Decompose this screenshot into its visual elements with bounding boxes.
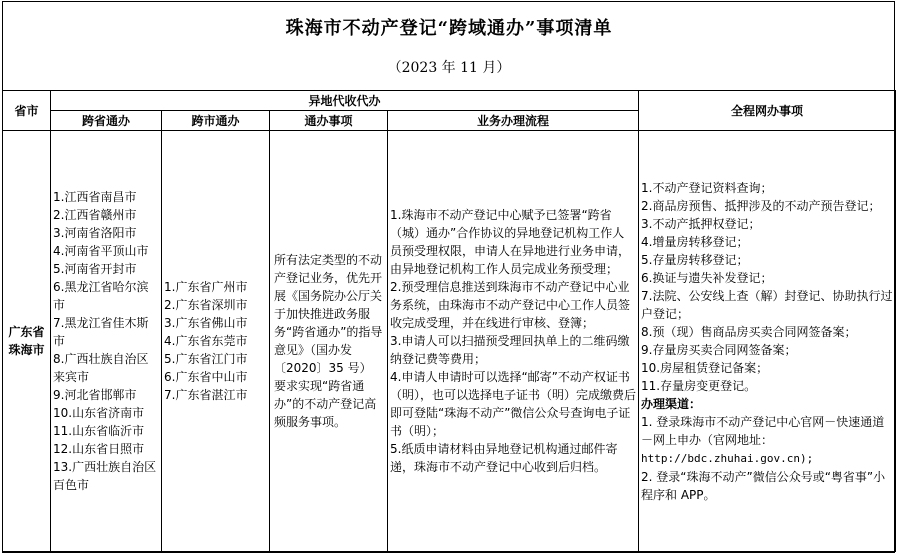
cross-province-list [53,188,159,494]
list-item: 1.不动产登记资料查询； [641,180,773,195]
header-cross-province: 跨省通办 [51,111,162,131]
list-item: 2.商品房预售、抵押涉及的不动产预告登记； [641,198,881,213]
workflow-step: 1.珠海市不动产登记中心赋予已签署“跨省（城）通办”合作协议的异地登记机构工作人员预受理权限，申请人在异地进行业务申请，由异地登记机构工作人员完成业务预受理； [390,208,631,276]
province-cell: 广东省珠海市 [3,131,51,552]
list-item: 6.广东省中山市 [164,370,248,384]
list-item: 4.增量房转移登记； [641,234,749,249]
list-item: 4.广东省东莞市 [164,334,248,348]
list-item: 7.法院、公安线上查（解）封登记、协助执行过户登记； [641,288,893,321]
channel-item: 2. 登录“珠海不动产”微信公众号或“粤省事”小程序和 APP。 [641,469,886,502]
list-item: 7.黑龙江省佳木斯市 [53,316,149,348]
workflow-cell [388,131,639,552]
header-remote-service: 异地代收代办 [51,91,639,111]
list-item: 6.黑龙江省哈尔滨市 [53,280,149,312]
workflow-step: 2.预受理信息推送到珠海市不动产登记中心业务系统，由珠海市不动产登记中心工作人员签收完成受理，并在线进行审核、登簿； [390,280,631,330]
matters-table [2,90,896,552]
matters-cell [270,131,388,552]
workflow-step: 5.纸质申请材料由异地登记机构通过邮件寄递，珠海市不动产登记中心收到后归档。 [390,442,618,474]
channel-item [641,413,893,468]
list-item: 11.山东省临沂市 [53,424,145,438]
list-item: 9.存量房买卖合同网签备案； [641,342,797,357]
list-item: 3.广东省佛山市 [164,316,248,330]
list-item: 10.山东省济南市 [53,406,145,420]
list-item: 10.房屋租赁登记备案； [641,360,769,375]
channel-text: 1. 登录珠海市不动产登记中心官网－快速通道－网上申办（官网地址： [641,414,885,447]
list-item: 12.山东省日照市 [53,442,145,456]
workflow-step: 3.申请人可以扫描预受理回执单上的二维码缴纳登记费等费用； [390,334,630,366]
list-item: 5.河南省开封市 [53,262,137,276]
header-online: 全程网办事项 [639,91,896,131]
list-item: 1.江西省南昌市 [53,190,137,204]
list-item: 13.广西壮族自治区百色市 [53,460,157,492]
page-date: （2023 年 11 月） [387,60,511,76]
cross-city-list [164,278,267,404]
list-item: 8.预（现）售商品房买卖合同网签备案； [641,324,857,339]
online-list [641,179,893,395]
list-item: 6.换证与遗失补发登记； [641,270,773,285]
cross-city-cell [162,131,270,552]
header-cross-city: 跨市通办 [162,111,270,131]
workflow-step: 4.申请人申请时可以选择“邮寄”不动产权证书（明），也可以选择电子证书（明）完成缴费后即可登陆“珠海不动产”微信公众号查询电子证书（明）； [390,370,637,438]
cross-province-cell [51,131,162,552]
list-item: 5.存量房转移登记； [641,252,749,267]
list-item: 11.存量房变更登记。 [641,378,757,393]
header-province: 省市 [3,91,51,131]
list-item: 4.河南省平顶山市 [53,244,149,258]
header-workflow: 业务办理流程 [388,111,639,131]
list-item: 9.河北省邯郸市 [53,388,137,402]
channels-title: 办理渠道： [641,396,702,411]
list-item: 5.广东省江门市 [164,352,248,366]
list-item: 7.广东省湛江市 [164,388,248,402]
list-item: 3.不动产抵押权登记； [641,216,761,231]
header-matters: 通办事项 [270,111,388,131]
online-cell [639,131,896,552]
official-site-link[interactable]: http://bdc.zhuhai.gov.cn); [641,451,814,465]
list-item: 8.广西壮族自治区来宾市 [53,352,149,384]
matters-text: 所有法定类型的不动产登记业务，优先开展《国务院办公厅关于加快推进政务服务“跨省通办”的指导意见》（国办发〔2020〕35 号）要求实现“跨省通办”的不动产登记高频服务事项。 [274,253,383,429]
list-item: 1.广东省广州市 [164,280,248,294]
list-item: 2.广东省深圳市 [164,298,248,312]
list-item: 3.河南省洛阳市 [53,226,137,240]
page-title: 珠海市不动产登记“跨域通办”事项清单 [285,18,613,39]
list-item: 2.江西省赣州市 [53,208,137,222]
